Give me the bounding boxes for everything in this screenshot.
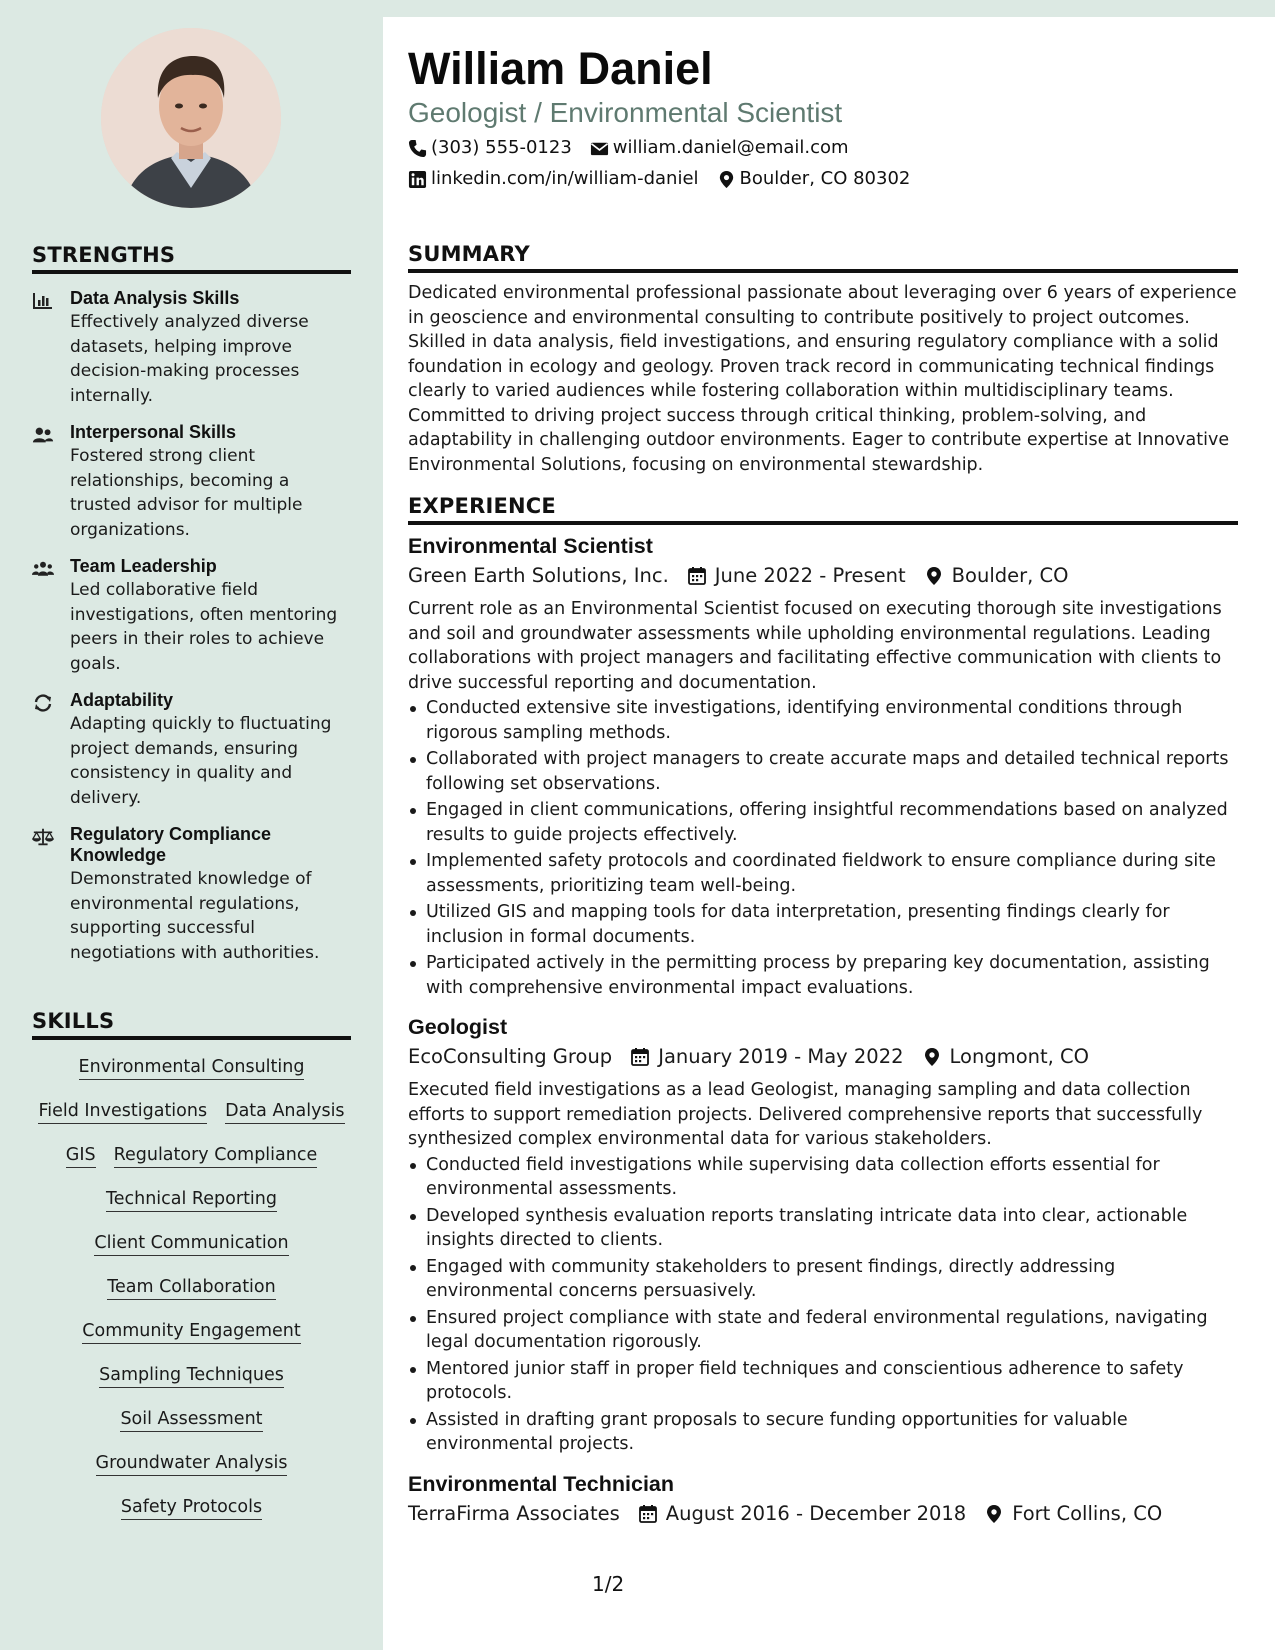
company-name: Green Earth Solutions, Inc. xyxy=(408,564,669,587)
phone-icon xyxy=(408,139,427,158)
location-contact xyxy=(717,167,911,191)
bullet-item: Mentored junior staff in proper field techniques and conscientious adherence to safety protocols. xyxy=(408,1357,1238,1406)
job-dates xyxy=(638,1501,966,1527)
skill-tag: Regulatory Compliance xyxy=(114,1144,318,1168)
skills-heading: SKILLS xyxy=(32,1009,351,1040)
skill-tag: Client Communication xyxy=(94,1232,288,1256)
jobs-list xyxy=(408,533,1238,1527)
strength-desc: Demonstrated knowledge of environmental regulations, supporting successful negotiations with authorities. xyxy=(70,869,320,963)
page-number: 1/2 xyxy=(592,1572,625,1596)
skill-tag: Technical Reporting xyxy=(106,1188,277,1212)
location-text: Longmont, CO xyxy=(949,1045,1089,1068)
strength-item xyxy=(32,288,351,408)
company-name: TerraFirma Associates xyxy=(408,1501,620,1525)
calendar-icon xyxy=(638,1504,658,1524)
summary-section xyxy=(408,242,1238,477)
bullet-item: Engaged in client communications, offering insightful recommendations based on analyzed results to guide projects effectively. xyxy=(408,798,1238,847)
job-title: Environmental Scientist xyxy=(408,534,653,558)
candidate-name: William Daniel xyxy=(408,43,713,94)
skills-section xyxy=(32,1009,351,1520)
map-pin-icon xyxy=(924,566,944,586)
team-icon xyxy=(32,556,70,676)
strength-item xyxy=(32,690,351,810)
experience-section xyxy=(408,494,1238,1527)
skill-tag: Community Engagement xyxy=(82,1320,300,1344)
strengths-section xyxy=(32,243,351,965)
summary-text: Dedicated environmental professional passionate about leveraging over 6 years of experience in geoscience and environmental consulting to contribute positively to project outcomes. Skilled in data analysis, field investigations, and ensuring regulatory compliance with a solid foundation in ecology and geology. Proven track record in communicating technical findings clearly to varied audiences while fostering collaboration within multidisciplinary teams. Committed to driving project success through critical thinking, problem-solving, and adaptability in challenging outdoor environments. Eager to contribute expertise at Innovative Environmental Solutions, focusing on environmental stewardship. xyxy=(408,283,1237,475)
skills-row xyxy=(32,1276,351,1300)
email-contact[interactable] xyxy=(590,136,849,160)
contact-row xyxy=(408,136,1248,160)
bullet-item: Collaborated with project managers to create accurate maps and detailed technical reports following set observations. xyxy=(408,747,1238,796)
job-title: Environmental Technician xyxy=(408,1471,675,1496)
skill-tag: Environmental Consulting xyxy=(79,1056,305,1080)
skills-row xyxy=(32,1144,351,1168)
skills-row xyxy=(32,1056,351,1080)
company xyxy=(408,1044,612,1070)
sidebar xyxy=(0,0,383,1650)
bullet-item: Conducted field investigations while supervising data collection efforts essential for environmental assessments. xyxy=(408,1153,1238,1202)
resume-header xyxy=(408,43,1248,191)
strength-item xyxy=(32,824,351,965)
job-entry xyxy=(408,533,1238,1000)
bullet-item: Participated actively in the permitting process by preparing key documentation, assisting with comprehensive environmental impact evaluations. xyxy=(408,951,1238,1000)
skill-tag: Sampling Techniques xyxy=(99,1364,284,1388)
strength-title: Team Leadership xyxy=(70,556,217,576)
linkedin-text[interactable]: linkedin.com/in/william-daniel xyxy=(431,168,699,189)
calendar-icon xyxy=(687,566,707,586)
phone-contact xyxy=(408,136,572,160)
strength-title: Interpersonal Skills xyxy=(70,422,237,442)
job-description: Executed field investigations as a lead Geologist, managing sampling and data collection efforts to support remediation projects. Delivered comprehensive reports that successfully synthesized complex environmental data for various stakeholders. xyxy=(408,1080,1203,1149)
skill-tag: Field Investigations xyxy=(38,1100,207,1124)
phone-text: (303) 555-0123 xyxy=(431,137,572,158)
skills-row xyxy=(32,1100,351,1124)
skill-tag: GIS xyxy=(66,1144,96,1168)
skills-row xyxy=(32,1364,351,1388)
job-meta xyxy=(408,563,1238,589)
bar-chart-icon xyxy=(32,288,70,408)
bullet-item: Conducted extensive site investigations, identifying environmental conditions through rigorous sampling methods. xyxy=(408,696,1238,745)
company xyxy=(408,1501,620,1527)
linkedin-icon xyxy=(408,170,427,189)
company xyxy=(408,563,669,589)
bullet-item: Engaged with community stakeholders to present findings, directly addressing environmental concerns persuasively. xyxy=(408,1255,1238,1304)
bullet-item: Utilized GIS and mapping tools for data interpretation, presenting findings clearly for inclusion in formal documents. xyxy=(408,900,1238,949)
bullet-item: Assisted in drafting grant proposals to secure funding opportunities for valuable environmental projects. xyxy=(408,1408,1238,1457)
skills-row xyxy=(32,1452,351,1476)
job-description: Current role as an Environmental Scientist focused on executing thorough site investigations and soil and groundwater assessments while upholding environmental regulations. Leading collaborations with project managers and facilitating effective communication with clients to drive successful reporting and documentation. xyxy=(408,599,1222,693)
strength-desc: Led collaborative field investigations, often mentoring peers in their roles to achieve goals. xyxy=(70,580,338,674)
strength-title: Regulatory Compliance Knowledge xyxy=(70,824,272,865)
strength-item xyxy=(32,422,351,542)
map-pin-icon xyxy=(984,1504,1004,1524)
location-text: Fort Collins, CO xyxy=(1012,1501,1163,1525)
calendar-icon xyxy=(630,1047,650,1067)
job-location xyxy=(922,1044,1089,1070)
main-content xyxy=(383,17,1275,1650)
job-location xyxy=(984,1501,1162,1527)
job-meta xyxy=(408,1044,1238,1070)
balance-scale-icon xyxy=(32,824,70,965)
profile-photo xyxy=(101,28,281,208)
dates-text: June 2022 - Present xyxy=(714,564,906,587)
job-dates xyxy=(687,563,906,589)
job-entry xyxy=(408,1014,1238,1457)
job-dates xyxy=(630,1044,903,1070)
strength-title: Data Analysis Skills xyxy=(70,288,240,308)
skill-tag: Soil Assessment xyxy=(120,1408,262,1432)
skill-tag: Team Collaboration xyxy=(107,1276,275,1300)
map-pin-icon xyxy=(922,1047,942,1067)
company-name: EcoConsulting Group xyxy=(408,1045,613,1068)
bullet-item: Developed synthesis evaluation reports translating intricate data into clear, actionable insights directed to clients. xyxy=(408,1204,1238,1253)
job-title: Geologist xyxy=(408,1015,508,1039)
contact-row-2 xyxy=(408,167,1248,191)
map-pin-icon xyxy=(717,170,736,189)
skill-tag: Groundwater Analysis xyxy=(96,1452,288,1476)
location-text: Boulder, CO 80302 xyxy=(739,168,911,189)
dates-text: January 2019 - May 2022 xyxy=(658,1045,904,1068)
candidate-title: Geologist / Environmental Scientist xyxy=(408,97,843,128)
email-text[interactable]: william.daniel@email.com xyxy=(612,137,849,158)
skills-list xyxy=(32,1056,351,1520)
strength-desc: Fostered strong client relationships, becoming a trusted advisor for multiple organizations. xyxy=(70,446,303,540)
dates-text: August 2016 - December 2018 xyxy=(665,1501,967,1525)
job-meta xyxy=(408,1501,1238,1527)
users-icon xyxy=(32,422,70,542)
portrait-icon xyxy=(101,28,281,208)
sync-icon xyxy=(32,690,70,810)
skill-tag: Data Analysis xyxy=(225,1100,344,1124)
strength-item xyxy=(32,556,351,676)
strengths-heading: STRENGTHS xyxy=(32,243,351,274)
bullet-item: Implemented safety protocols and coordinated fieldwork to ensure compliance during site assessments, prioritizing team well-being. xyxy=(408,849,1238,898)
envelope-icon xyxy=(590,139,609,158)
skills-row xyxy=(32,1188,351,1212)
skills-row xyxy=(32,1496,351,1520)
strength-title: Adaptability xyxy=(70,690,174,710)
summary-heading: SUMMARY xyxy=(408,242,1238,273)
job-bullets xyxy=(408,696,1238,1000)
strength-desc: Adapting quickly to fluctuating project demands, ensuring consistency in quality and delivery. xyxy=(70,714,332,808)
skill-tag: Safety Protocols xyxy=(121,1496,262,1520)
skills-row xyxy=(32,1232,351,1256)
skills-row xyxy=(32,1320,351,1344)
location-text: Boulder, CO xyxy=(951,564,1069,587)
bullet-item: Ensured project compliance with state and federal environmental regulations, navigating legal documentation rigorously. xyxy=(408,1306,1238,1355)
job-location xyxy=(924,563,1069,589)
strength-desc: Effectively analyzed diverse datasets, helping improve decision-making processes internally. xyxy=(70,312,309,406)
job-entry xyxy=(408,1471,1238,1527)
linkedin-contact[interactable] xyxy=(408,167,699,191)
skills-row xyxy=(32,1408,351,1432)
experience-heading: EXPERIENCE xyxy=(408,494,1238,525)
job-bullets xyxy=(408,1153,1238,1457)
